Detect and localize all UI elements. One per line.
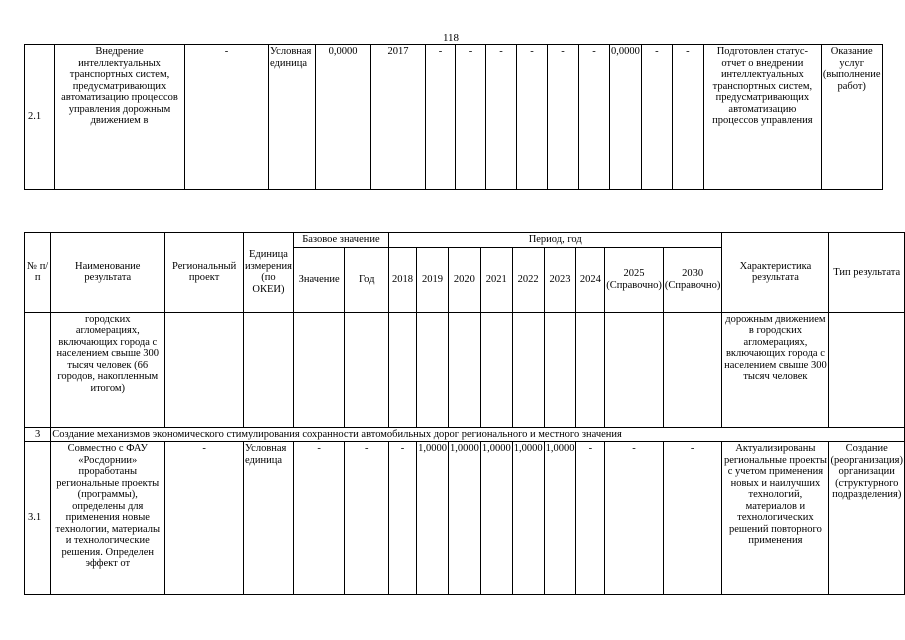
result-characteristic-continued: дорожным движением в городских агломерациях, включающих города с населением свыше 300 тысяч человек (722, 312, 829, 427)
table-row (25, 45, 883, 190)
period-2018: - (426, 45, 456, 190)
period-2023: 1,0000 (544, 442, 576, 595)
header-characteristic: Характеристика результата (722, 233, 829, 313)
header-period: Период, год (389, 233, 722, 248)
base-value: - (293, 442, 345, 595)
period-2020: 1,0000 (448, 442, 480, 595)
header-year-2019: 2019 (417, 247, 449, 312)
header-year-2030: 2030 (Справочно) (663, 247, 722, 312)
result-type: Оказание услуг (выполнение работ) (821, 45, 882, 190)
period-2030: - (663, 442, 722, 595)
period-2030: - (672, 45, 703, 190)
period-2019: - (456, 45, 486, 190)
section-title: Создание механизмов экономического стимулирования сохранности автомобильных дорог регионального и местного значения (51, 427, 905, 442)
row-number: 3.1 (25, 442, 51, 595)
page-number: 118 (442, 32, 460, 44)
table-header-row (25, 233, 905, 248)
period-2019: 1,0000 (417, 442, 449, 595)
period-2021: 1,0000 (480, 442, 512, 595)
period-2024: - (576, 442, 605, 595)
period-2022: 1,0000 (512, 442, 544, 595)
period-2018: - (389, 442, 417, 595)
base-year: 2017 (371, 45, 426, 190)
regional-project: - (165, 442, 244, 595)
period-2025: - (641, 45, 672, 190)
header-year-2018: 2018 (389, 247, 417, 312)
header-year-2025: 2025 (Справочно) (605, 247, 664, 312)
result-characteristic: Подготовлен статус-отчет о внедрении интеллектуальных транспортных систем, предусматривающих автоматизацию процессов управления (703, 45, 821, 190)
row-number (25, 312, 51, 427)
header-type: Тип результата (829, 233, 905, 313)
period-2022: - (548, 45, 579, 190)
results-table-bottom (24, 232, 905, 595)
result-type: Создание (реорганизация) организации (структурного подразделения) (829, 442, 905, 595)
table-row (25, 442, 905, 595)
period-2023: - (579, 45, 610, 190)
regional-project: - (185, 45, 269, 190)
results-table-top (24, 44, 883, 190)
result-name: Совместно с ФАУ «Росдорнии» проработаны региональные проекты (программы), определены для применения новые технологии, материалы и технологические решения. Определен эффект от (51, 442, 165, 595)
period-2025: - (605, 442, 664, 595)
header-name: Наименование результата (51, 233, 165, 313)
header-year-2021: 2021 (480, 247, 512, 312)
header-base-value: Базовое значение (293, 233, 388, 248)
header-year: Год (345, 247, 389, 312)
section-number: 3 (25, 427, 51, 442)
section-row (25, 427, 905, 442)
period-2021: - (517, 45, 548, 190)
header-year-2023: 2023 (544, 247, 576, 312)
table-row (25, 312, 905, 427)
period-2024: 0,0000 (610, 45, 642, 190)
header-year-2020: 2020 (448, 247, 480, 312)
header-no: № п/п (25, 233, 51, 313)
header-unit: Единица измерения (по ОКЕИ) (244, 233, 294, 313)
header-year-2024: 2024 (576, 247, 605, 312)
unit: Условная единица (244, 442, 294, 595)
base-value: 0,0000 (316, 45, 371, 190)
result-name: Внедрение интеллектуальных транспортных систем, предусматривающих автоматизацию процессов управления дорожным движением в (55, 45, 185, 190)
period-2020: - (486, 45, 517, 190)
header-value: Значение (293, 247, 345, 312)
header-regional-project: Региональный проект (165, 233, 244, 313)
base-year: - (345, 442, 389, 595)
unit: Условная единица (269, 45, 316, 190)
row-number: 2.1 (25, 45, 55, 190)
result-name-continued: городских агломерациях, включающих города с населением свыше 300 тысяч человек (66 городов, накопленным итогом) (51, 312, 165, 427)
header-year-2022: 2022 (512, 247, 544, 312)
result-characteristic: Актуализированы региональные проекты с учетом применения новых и наилучших технологий, материалов и технологических решений повторного применения (722, 442, 829, 595)
